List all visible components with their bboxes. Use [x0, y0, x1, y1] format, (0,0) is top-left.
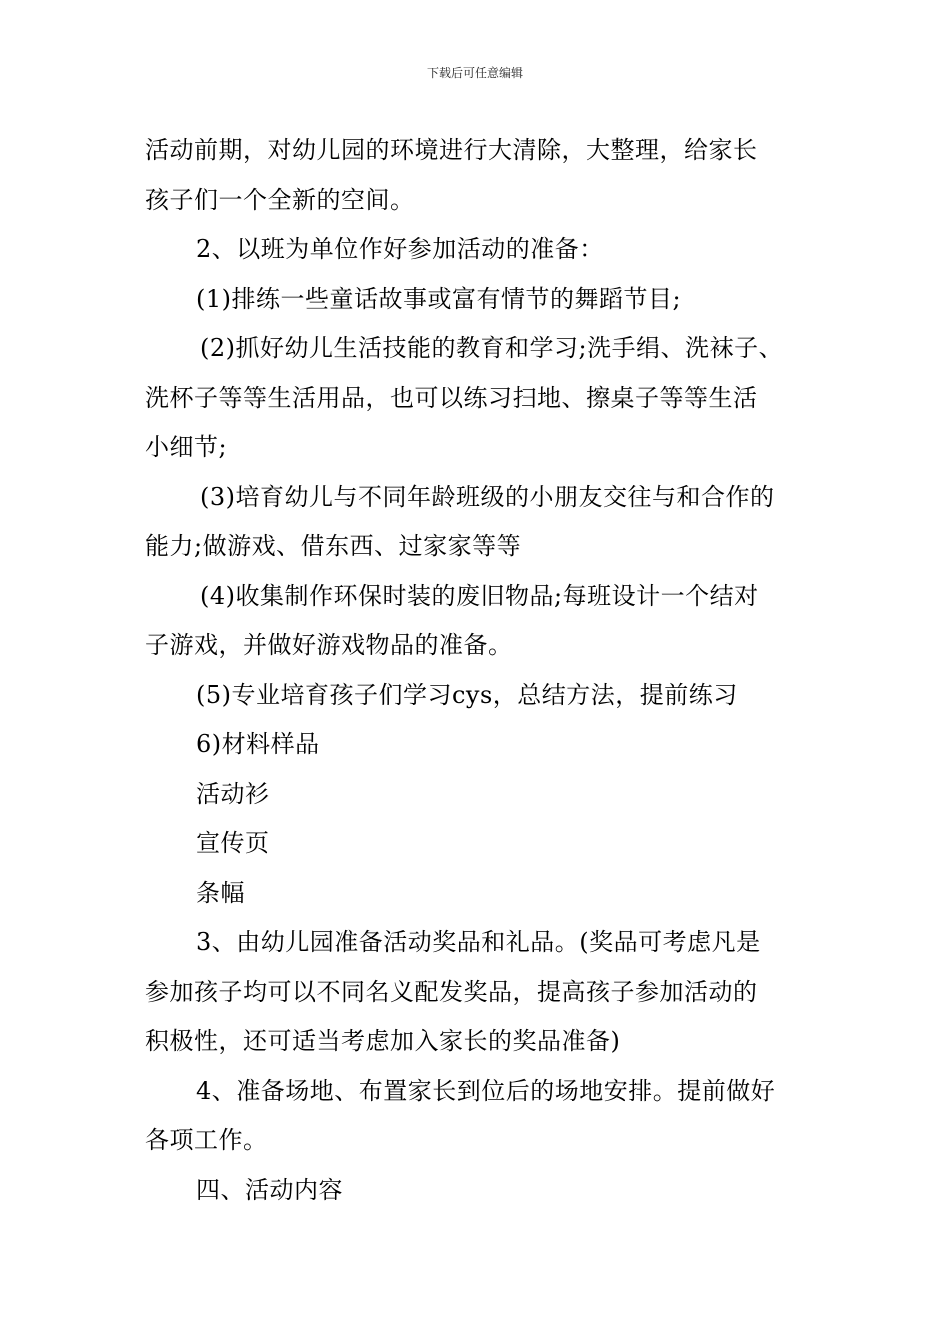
list-item: 6)材料样品 [196, 730, 320, 758]
section-heading: 四、活动内容 [196, 1175, 343, 1204]
list-item: (5)专业培育孩子们学习cys，总结方法，提前练习 [196, 680, 738, 709]
paragraph-line: 能力;做游戏、借东西、过家家等等 [145, 532, 522, 560]
paragraph-line: 洗杯子等等生活用品，也可以练习扫地、擦桌子等等生活 [145, 383, 758, 412]
paragraph-line: 活动前期，对幼儿园的环境进行大清除，大整理，给家长 [145, 136, 758, 164]
list-item: (1)排练一些童话故事或富有情节的舞蹈节目; [196, 284, 682, 313]
section-heading: 3、由幼儿园准备活动奖品和礼品。(奖品可考虑凡是 [196, 928, 761, 956]
page-header: 下载后可任意编辑 [426, 66, 523, 80]
list-item: (4)收集制作环保时装的废旧物品;每班设计一个结对 [200, 581, 759, 610]
section-heading: 2、以班为单位作好参加活动的准备： [196, 235, 604, 263]
list-item: (2)抓好幼儿生活技能的教育和学习;洗手绢、洗袜子、 [200, 334, 784, 362]
paragraph-line: 小细节; [145, 433, 228, 461]
paragraph-line: 各项工作。 [145, 1126, 268, 1154]
paragraph-line: 积极性，还可适当考虑加入家长的奖品准备) [145, 1027, 621, 1055]
list-item: 条幅 [196, 878, 245, 907]
paragraph-line: 孩子们一个全新的空间。 [145, 185, 415, 214]
list-item: 宣传页 [196, 829, 270, 857]
list-item: (3)培育幼儿与不同年龄班级的小朋友交往与和合作的 [200, 482, 775, 511]
paragraph-line: 子游戏，并做好游戏物品的准备。 [145, 631, 513, 659]
paragraph-line: 参加孩子均可以不同名义配发奖品，提高孩子参加活动的 [145, 977, 758, 1006]
list-item: 活动衫 [196, 779, 270, 808]
section-heading: 4、准备场地、布置家长到位后的场地安排。提前做好 [196, 1076, 776, 1105]
document-body [145, 126, 817, 1215]
